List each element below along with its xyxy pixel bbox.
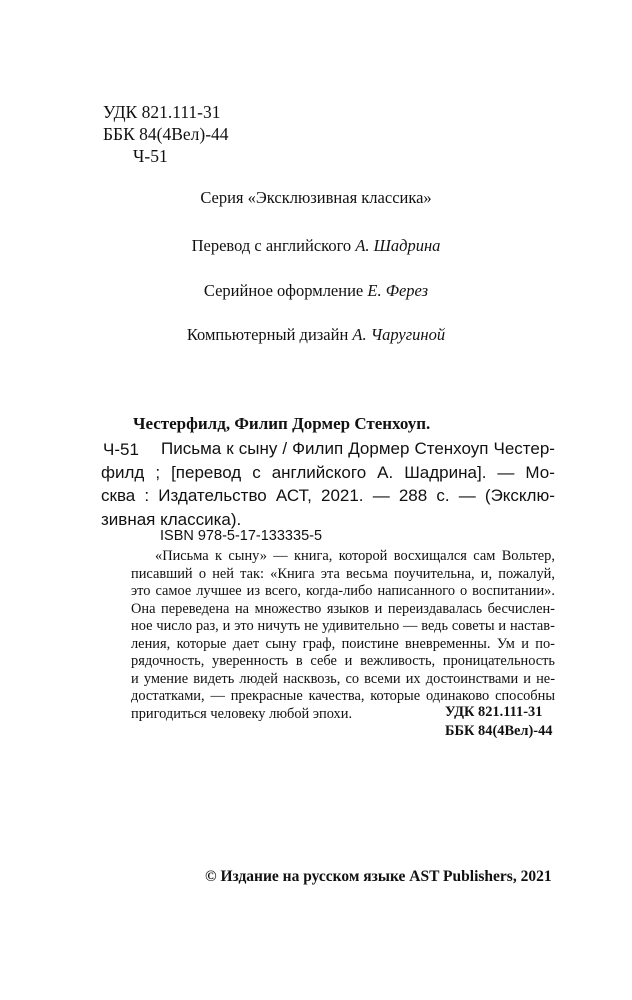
word: (Эксклю-	[484, 486, 555, 505]
word: самое	[155, 583, 192, 599]
series-text: Серия «Эксклюзивная классика»	[200, 188, 432, 207]
annotation-line	[131, 636, 555, 654]
classification-codes	[103, 101, 229, 167]
computer-design-label: Компьютерный дизайн	[186, 325, 349, 344]
annotation	[131, 548, 555, 723]
word: ления,	[131, 635, 171, 652]
word: и	[523, 670, 531, 687]
translation-label: Перевод с английского	[191, 236, 352, 255]
word: со	[345, 670, 360, 687]
word: вневременны.	[405, 635, 491, 652]
word: достоинствами	[425, 670, 519, 687]
word: Она	[131, 600, 156, 617]
word: :	[144, 486, 150, 505]
card-author-mark: Ч-51	[103, 440, 139, 459]
word: рядочность,	[131, 653, 205, 669]
word: к	[226, 439, 234, 458]
word: —	[372, 486, 390, 505]
word: о	[198, 565, 207, 582]
design-label: Серийное оформление	[203, 281, 364, 300]
word: ведь	[421, 618, 449, 634]
word: Дормер	[348, 439, 410, 458]
word: переиздавалась	[387, 600, 483, 617]
word: —	[403, 618, 418, 634]
word: и	[222, 618, 231, 634]
word: сам	[473, 548, 496, 564]
word: которой	[338, 548, 388, 564]
annotation-line	[131, 618, 555, 636]
word: Мо-	[525, 462, 555, 482]
word: по-	[535, 635, 555, 652]
word: —	[458, 486, 476, 505]
word: Вольтер,	[501, 548, 555, 564]
word: пригодиться человеку любой эпохи.	[131, 705, 353, 722]
word: о	[460, 583, 468, 599]
word: советы	[451, 618, 495, 634]
word: и	[521, 635, 529, 652]
word: Филип	[292, 439, 344, 458]
word: ничуть	[257, 618, 301, 634]
word: —	[273, 548, 288, 564]
annotation-line	[131, 601, 555, 619]
word: дает	[232, 635, 260, 652]
word: себе	[310, 653, 337, 669]
annotation-line	[131, 566, 555, 584]
word: прекрасные	[230, 688, 303, 704]
bibliographic-entry	[101, 437, 555, 531]
word: из	[246, 583, 261, 599]
word: зивная классика).	[101, 509, 242, 529]
annotation-line	[131, 583, 555, 601]
entry-line	[101, 461, 555, 485]
translator-name: А. Шадрина	[355, 236, 441, 255]
bbk-code: ББК 84(4Вел)-44	[103, 124, 229, 144]
word: сыну»	[228, 548, 267, 564]
word: Честер-	[493, 439, 555, 458]
word: всеми	[364, 670, 401, 687]
word: настав-	[509, 618, 555, 634]
word: множество	[254, 600, 322, 617]
word: раз,	[195, 618, 219, 634]
word: книга,	[294, 548, 333, 564]
word: 288	[398, 486, 428, 505]
computer-designer-name: А. Чаругиной	[352, 325, 446, 344]
word: «Книга	[270, 565, 315, 582]
word: писавший	[131, 565, 193, 582]
series-line	[0, 188, 632, 208]
word: поучительна,	[394, 565, 475, 582]
word: одинаково	[425, 688, 490, 704]
word: эта	[320, 565, 340, 582]
entry-line	[101, 437, 555, 461]
word: к	[215, 548, 223, 564]
word: их	[405, 670, 421, 687]
word: качества,	[308, 688, 365, 704]
word: и	[498, 618, 507, 634]
copyright-notice: © Издание на русском языке AST Publishers, 2021	[205, 868, 552, 885]
word: Шадрина].	[404, 462, 487, 482]
word: достатками,	[131, 688, 205, 704]
annotation-line	[131, 671, 555, 689]
word: сква	[101, 486, 136, 505]
udk-code: УДК 821.111-31	[103, 102, 221, 122]
word: насквозь,	[283, 670, 341, 687]
word: восхищался	[393, 548, 467, 564]
word: и	[344, 653, 353, 669]
word: с.	[436, 486, 450, 505]
word: написанного	[377, 583, 456, 599]
word: с	[252, 462, 261, 482]
author-mark: Ч-51	[133, 146, 168, 166]
word: поистине	[341, 635, 399, 652]
word: вежливость,	[360, 653, 436, 669]
word: сыну	[265, 635, 297, 652]
word: Письма	[161, 439, 222, 458]
word: сыну	[238, 439, 278, 458]
word: которые	[176, 635, 227, 652]
word: /	[282, 439, 288, 458]
word: и	[131, 670, 139, 687]
word: проницательность	[442, 653, 555, 669]
word: число	[156, 618, 193, 634]
word: Издательство	[158, 486, 267, 505]
author-heading: Честерфилд, Филип Дормер Стенхоуп.	[133, 414, 431, 433]
word: удивительно	[322, 618, 400, 634]
word: бесчислен-	[487, 600, 555, 617]
designer-name: Е. Ферез	[367, 281, 429, 300]
word: английского	[271, 462, 367, 482]
word: [перевод	[171, 462, 242, 482]
annotation-line	[131, 548, 555, 566]
word: АСТ,	[275, 486, 312, 505]
word: А.	[377, 462, 394, 482]
word: ;	[155, 462, 161, 482]
annotation-line	[131, 653, 555, 671]
word: когда-либо	[305, 583, 373, 599]
word: 2021.	[320, 486, 364, 505]
word: не-	[536, 670, 555, 687]
udk-code-bottom: УДК 821.111-31	[445, 704, 543, 720]
word: языков	[326, 600, 370, 617]
word: —	[497, 462, 515, 482]
word: так:	[240, 565, 264, 582]
word: и,	[480, 565, 493, 582]
word: переведена	[161, 600, 230, 617]
word: всего,	[265, 583, 301, 599]
word: уверенность	[212, 653, 289, 669]
word: умение	[143, 670, 189, 687]
word: и	[374, 600, 383, 617]
word: Стенхоуп	[414, 439, 489, 458]
word: —	[210, 688, 225, 704]
word: которые	[370, 688, 421, 704]
word: в	[295, 653, 303, 669]
word: воспитании».	[472, 583, 555, 599]
translation-credit	[0, 236, 632, 256]
bbk-code-bottom: ББК 84(4Вел)-44	[445, 723, 553, 739]
isbn: ISBN 978-5-17-133335-5	[160, 528, 323, 544]
design-credit	[0, 281, 632, 301]
word: пожалуй,	[498, 565, 555, 582]
word: граф,	[302, 635, 336, 652]
word: людей	[239, 670, 279, 687]
word: «Письма	[155, 548, 209, 564]
word: филд	[101, 462, 145, 482]
word: способны	[495, 688, 555, 704]
word: это	[234, 618, 254, 634]
word: видеть	[193, 670, 235, 687]
word: лучшее	[196, 583, 242, 599]
computer-design-credit	[0, 325, 632, 345]
word: на	[234, 600, 250, 617]
word: весьма	[346, 565, 388, 582]
word: не	[304, 618, 319, 634]
classification-codes-bottom	[445, 703, 552, 741]
word: это	[131, 583, 151, 599]
word: ней	[212, 565, 234, 582]
word: Ум	[496, 635, 515, 652]
word: ное	[131, 618, 153, 634]
entry-line	[101, 484, 555, 508]
